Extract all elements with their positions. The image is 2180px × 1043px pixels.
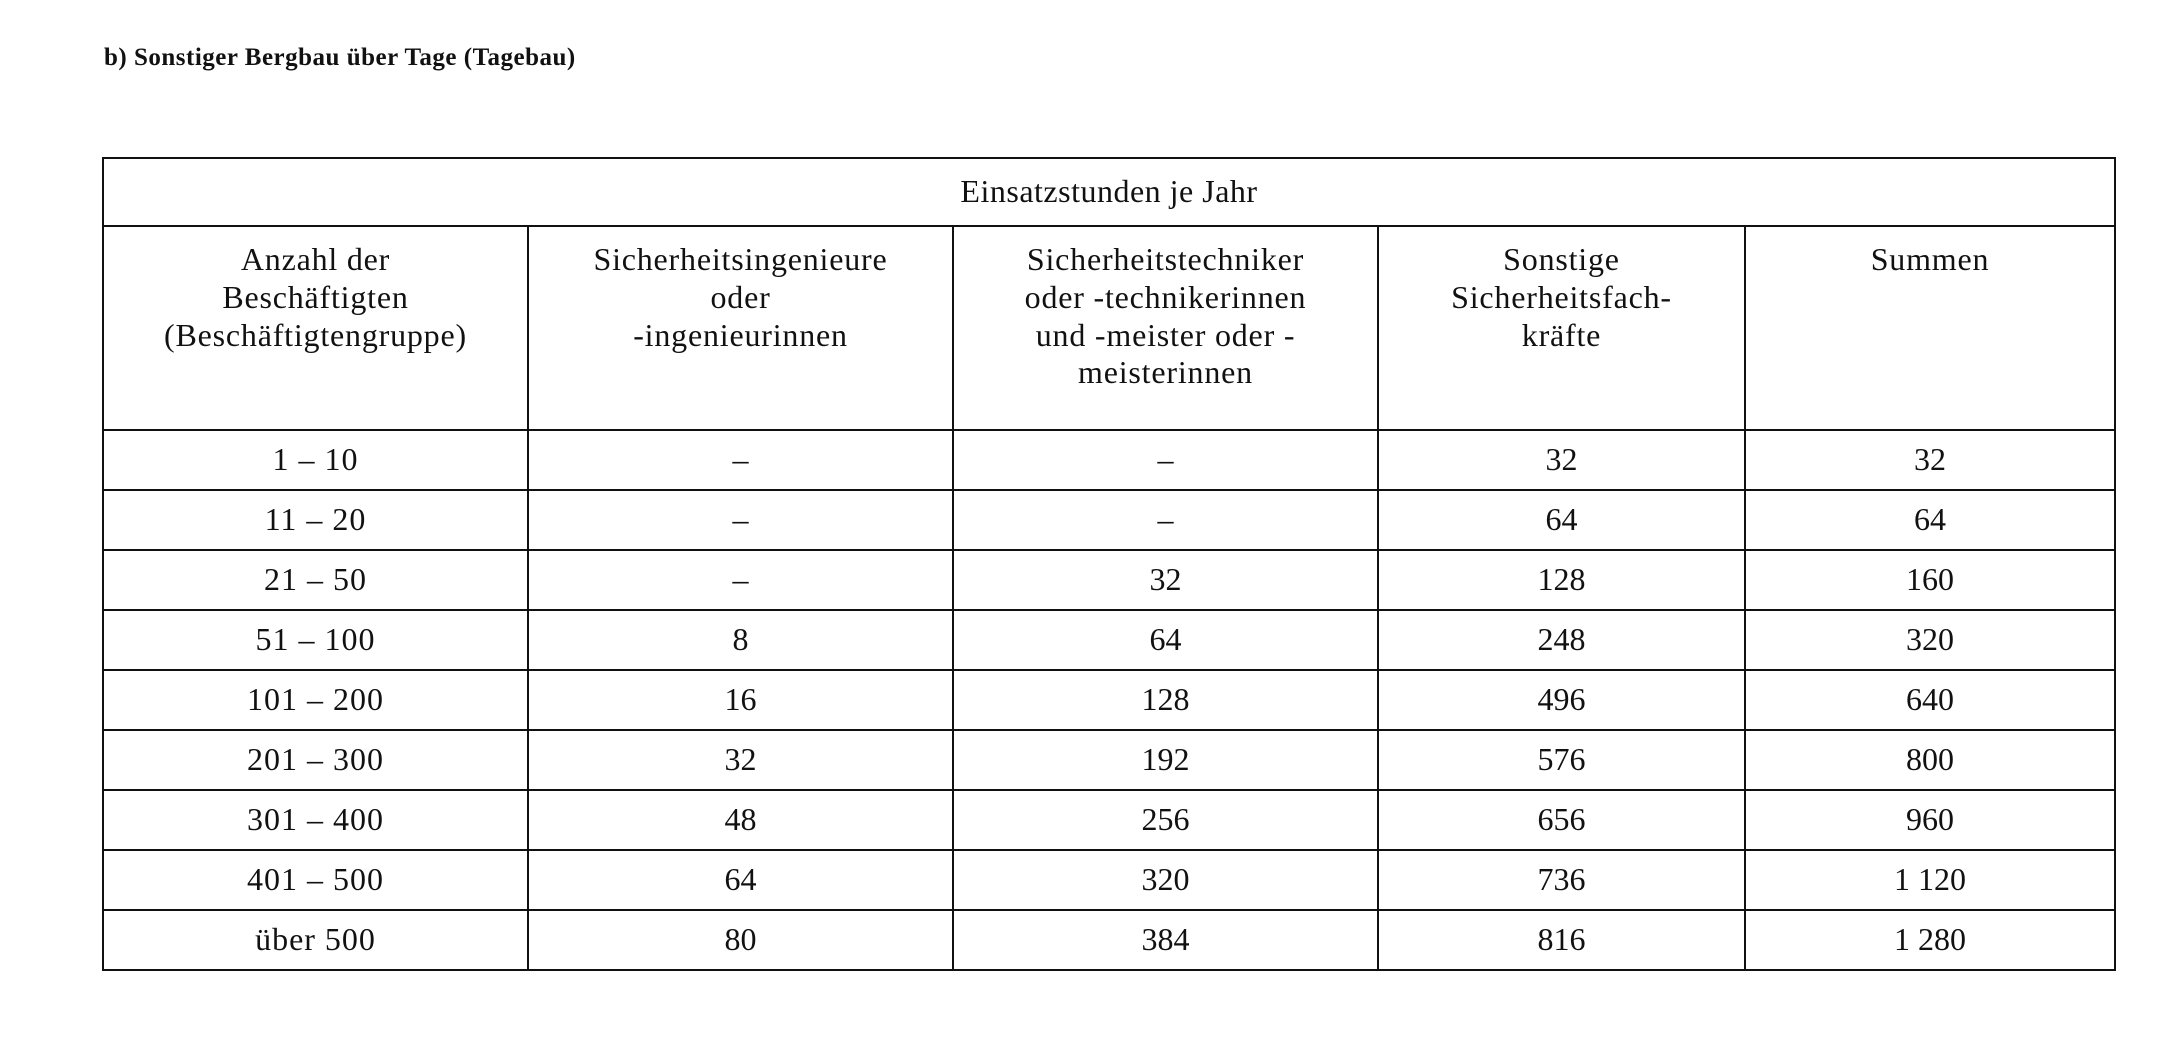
total-hours-cell: 640 — [1745, 670, 2115, 730]
employee-range-cell: 51 – 100 — [103, 610, 528, 670]
total-hours-cell: 960 — [1745, 790, 2115, 850]
technicians-hours-cell: 64 — [953, 610, 1378, 670]
other-specialists-hours-cell: 128 — [1378, 550, 1745, 610]
other-specialists-hours-cell: 248 — [1378, 610, 1745, 670]
header-line: Anzahl der — [240, 241, 391, 277]
engineers-hours-cell: 16 — [528, 670, 953, 730]
other-specialists-hours-cell: 816 — [1378, 910, 1745, 970]
spanning-header: Einsatzstunden je Jahr — [103, 158, 2115, 226]
total-hours-cell: 160 — [1745, 550, 2115, 610]
header-line: kräfte — [1521, 316, 1602, 353]
employee-range-cell: über 500 — [103, 910, 528, 970]
total-hours-cell: 1 120 — [1745, 850, 2115, 910]
header-line: Sonstige — [1503, 241, 1620, 277]
spanning-header-row — [103, 158, 2115, 226]
engineers-hours-cell: – — [528, 550, 953, 610]
technicians-hours-cell: 192 — [953, 730, 1378, 790]
technicians-hours-cell: 32 — [953, 550, 1378, 610]
employee-range-cell: 301 – 400 — [103, 790, 528, 850]
header-line: Sicherheitstechniker — [1026, 241, 1305, 277]
total-hours-cell: 64 — [1745, 490, 2115, 550]
header-line: oder — [710, 278, 771, 315]
engineers-hours-cell: – — [528, 430, 953, 490]
other-specialists-hours-cell: 64 — [1378, 490, 1745, 550]
total-hours-cell: 1 280 — [1745, 910, 2115, 970]
table-row — [103, 670, 2115, 730]
header-line: meisterinnen — [1078, 354, 1253, 391]
other-specialists-hours-cell: 736 — [1378, 850, 1745, 910]
other-specialists-hours-cell: 576 — [1378, 730, 1745, 790]
table-row — [103, 850, 2115, 910]
technicians-hours-cell: 128 — [953, 670, 1378, 730]
engineers-hours-cell: 80 — [528, 910, 953, 970]
column-header-totals — [1745, 226, 2115, 430]
table-row — [103, 550, 2115, 610]
header-line: Sicherheitsingenieure — [593, 241, 888, 277]
engineers-hours-cell: 64 — [528, 850, 953, 910]
column-header-engineers — [528, 226, 953, 430]
employee-range-cell: 11 – 20 — [103, 490, 528, 550]
technicians-hours-cell: 256 — [953, 790, 1378, 850]
header-line: Beschäftigten — [222, 278, 409, 315]
employee-range-cell: 1 – 10 — [103, 430, 528, 490]
column-header-other-specialists — [1378, 226, 1745, 430]
technicians-hours-cell: 320 — [953, 850, 1378, 910]
other-specialists-hours-cell: 656 — [1378, 790, 1745, 850]
technicians-hours-cell: – — [953, 490, 1378, 550]
header-line: und -meister oder - — [1035, 316, 1296, 353]
header-line: Sicherheitsfach- — [1451, 278, 1672, 315]
column-header-technicians — [953, 226, 1378, 430]
engineers-hours-cell: 48 — [528, 790, 953, 850]
other-specialists-hours-cell: 32 — [1378, 430, 1745, 490]
technicians-hours-cell: – — [953, 430, 1378, 490]
hours-table — [102, 157, 2116, 971]
header-line: Summen — [1870, 241, 1990, 277]
header-line: -ingenieurinnen — [633, 316, 848, 353]
table-row — [103, 430, 2115, 490]
total-hours-cell: 32 — [1745, 430, 2115, 490]
header-line: (Beschäftigtengruppe) — [164, 316, 467, 353]
table-row — [103, 790, 2115, 850]
employee-range-cell: 201 – 300 — [103, 730, 528, 790]
employee-range-cell: 401 – 500 — [103, 850, 528, 910]
table-row — [103, 730, 2115, 790]
header-line: oder -technikerinnen — [1024, 278, 1307, 315]
employee-range-cell: 101 – 200 — [103, 670, 528, 730]
technicians-hours-cell: 384 — [953, 910, 1378, 970]
engineers-hours-cell: 32 — [528, 730, 953, 790]
section-heading: b) Sonstiger Bergbau über Tage (Tagebau) — [104, 44, 576, 71]
total-hours-cell: 320 — [1745, 610, 2115, 670]
table-row — [103, 490, 2115, 550]
engineers-hours-cell: 8 — [528, 610, 953, 670]
table-row — [103, 610, 2115, 670]
column-header-employees — [103, 226, 528, 430]
engineers-hours-cell: – — [528, 490, 953, 550]
other-specialists-hours-cell: 496 — [1378, 670, 1745, 730]
total-hours-cell: 800 — [1745, 730, 2115, 790]
column-header-row — [103, 226, 2115, 430]
table-row — [103, 910, 2115, 970]
employee-range-cell: 21 – 50 — [103, 550, 528, 610]
